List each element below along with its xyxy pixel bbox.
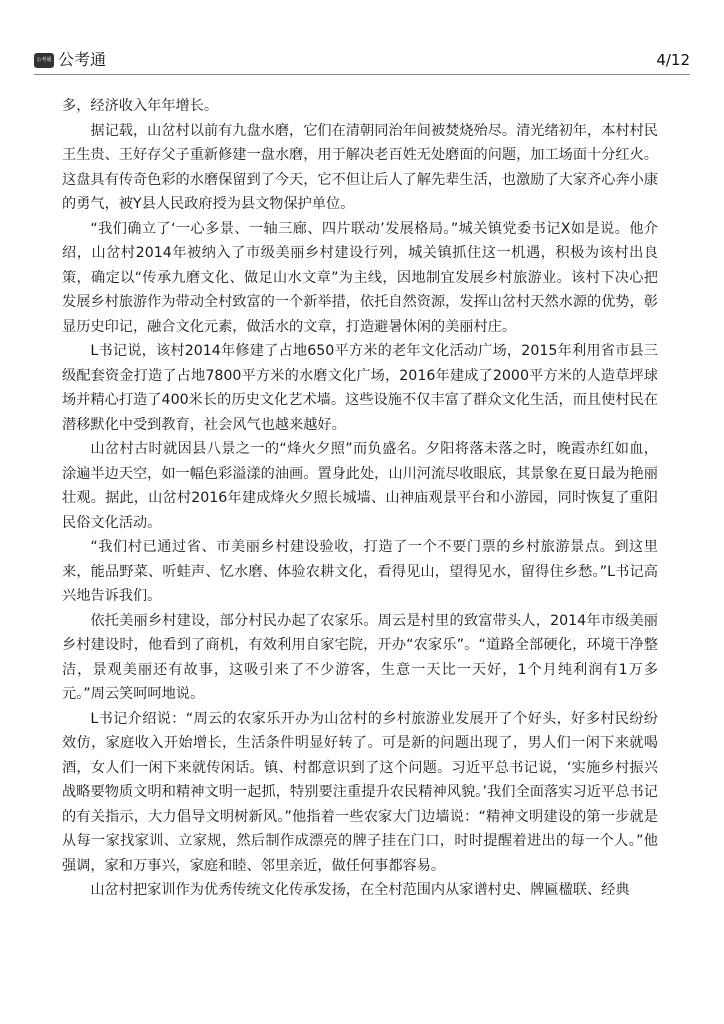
brand-logo — [34, 50, 106, 70]
logo-text: 公考通 — [58, 50, 107, 69]
paragraph: L书记说，该村2014年修建了占地650平方米的老年文化活动广场，2015年利用省市县三级配套资金打造了占地7800平方米的水磨文化广场，2016年建成了2000平方米的人造草坪球场并精心打造了400米长的历史文化艺术墙。这些设施不仅丰富了群众文化生活，而且使村民在潜移默化中受到教育，社会风气也越来越好。 — [62, 343, 658, 433]
page-indicator: 4/12 — [656, 51, 690, 69]
paragraph: 依托美丽乡村建设，部分村民办起了农家乐。周云是村里的致富带头人，2014年市级美丽乡村建设时，他看到了商机，有效利用自家宅院，开办“农家乐”。“道路全部硬化，环境干净整洁，景观美丽还有故事，这吸引来了不少游客，生意一天比一天好，1个月纯利润有1万多元。”周云笑呵呵地说。 — [62, 612, 658, 702]
paragraph: “我们村已通过省、市美丽乡村建设验收，打造了一个不要门票的乡村旅游景点。到这里来，能品野菜、听蛙声、忆水磨、体验农耕文化，看得见山，望得见水，留得住乡愁。”L书记高兴地告诉我们。 — [62, 539, 658, 604]
paragraph: 多，经济收入年年增长。 — [62, 98, 219, 114]
header-divider — [34, 74, 690, 75]
paragraph: 山岔村古时就因县八景之一的“烽火夕照”而负盛名。夕阳将落未落之时，晚霞赤红如血，涂遍半边天空，如一幅色彩溢漾的油画。置身此处，山川河流尽收眼底，其景象在夏日最为艳丽壮观。据此，山岔村2016年建成烽火夕照长城墙、山神庙观景平台和小游园，同时恢复了重阳民俗文化活动。 — [62, 441, 658, 531]
paragraph: 山岔村把家训作为优秀传统文化传承发扬，在全村范围内从家谱村史、牌匾楹联、经典 — [90, 882, 630, 898]
logo-icon: 公考通 — [34, 53, 54, 68]
paragraph: “我们确立了‘一心多景、一轴三廊、四片联动’发展格局。”城关镇党委书记X如是说。他介绍，山岔村2014年被纳入了市级美丽乡村建设行列，城关镇抓住这一机遇，积极为该村出良策，确定以“传承九磨文化、做足山水文章”为主线，因地制宜发展乡村旅游业。该村下决心把发展乡村旅游作为带动全村致富的一个新举措，依托自然资源，发挥山岔村天然水源的优势，彰显历史印记，融合文化元素，做活水的文章，打造避暑休闲的美丽村庄。 — [62, 220, 658, 335]
paragraph: 据记载，山岔村以前有九盘水磨，它们在清朝同治年间被焚烧殆尽。清光绪初年，本村村民王生贵、王好存父子重新修建一盘水磨，用于解决老百姓无处磨面的问题，加工场面十分红火。这盘具有传奇色彩的水磨保留到了今天，它不但让后人了解先辈生活，也激励了大家齐心奔小康的勇气，被Y县人民政府授为县文物保护单位。 — [62, 122, 658, 212]
document-body — [62, 94, 658, 903]
page-header — [34, 46, 690, 74]
paragraph: L书记介绍说：“周云的农家乐开办为山岔村的乡村旅游业发展开了个好头，好多村民纷纷效仿，家庭收入开始增长，生活条件明显好转了。可是新的问题出现了，男人们一闲下来就喝酒，女人们一闲下来就传闲话。镇、村都意识到了这个问题。习近平总书记说，‘实施乡村振兴战略要物质文明和精神文明一起抓，特别要注重提升农民精神风貌。’我们全面落实习近平总书记的有关指示，大力倡导文明树新风。”他指着一些农家大门边墙说：“精神文明建设的第一步就是从每一家找家训、立家规，然后制作成漂亮的牌子挂在门口，时时提醒着进出的每一个人。”他强调，家和万事兴，家庭和睦、邻里亲近，做任何事都容易。 — [62, 710, 658, 874]
